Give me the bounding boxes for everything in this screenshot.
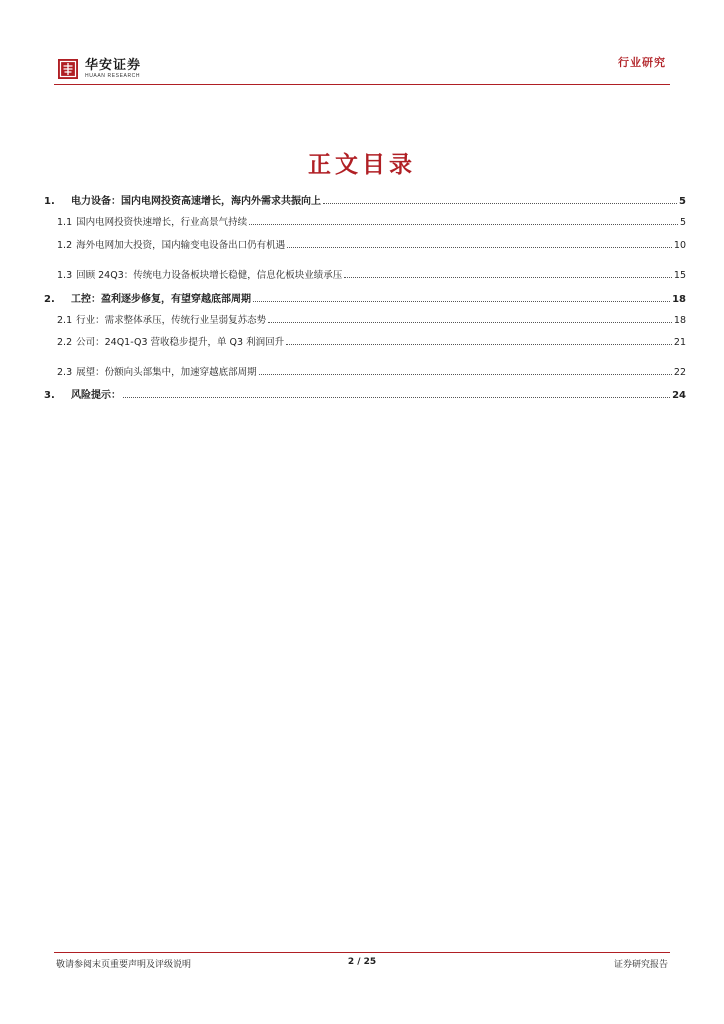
toc-section[interactable]	[44, 290, 686, 306]
toc-section[interactable]	[44, 192, 686, 208]
toc-page-number: 21	[673, 337, 686, 348]
toc-entry-text: 国内电网投资快速增长，行业高景气持续	[76, 217, 248, 228]
toc-title: 正文目录	[308, 152, 416, 178]
toc-leader-dots	[259, 366, 672, 375]
toc-entry-text: 回顾 24Q3：传统电力设备板块增长稳健，信息化板块业绩承压	[76, 270, 343, 281]
toc-page-number: 18	[672, 294, 686, 305]
toc-leader-dots	[268, 314, 672, 323]
toc-subsection[interactable]	[44, 237, 686, 253]
footer-divider	[54, 952, 670, 953]
toc-leader-dots	[344, 269, 672, 278]
toc-page-number: 22	[673, 367, 686, 378]
toc-number: 2.2	[57, 337, 73, 348]
toc-page-number: 10	[673, 240, 686, 251]
toc-number: 2.	[44, 294, 55, 305]
header-divider	[54, 84, 670, 85]
toc-entry-text: 行业：需求整体承压，传统行业呈弱复苏态势	[76, 315, 267, 326]
toc-entry-text: 电力设备：国内电网投资高速增长，海内外需求共振向上	[71, 196, 321, 207]
toc-number: 1.3	[57, 270, 73, 281]
toc-leader-dots	[249, 216, 678, 225]
toc-page-number: 18	[673, 315, 686, 326]
toc-subsection[interactable]	[44, 312, 686, 328]
huaan-seal-icon	[57, 58, 79, 80]
table-of-contents	[44, 192, 686, 402]
toc-leader-dots	[323, 195, 677, 204]
toc-section[interactable]	[44, 386, 686, 402]
toc-number: 1.	[44, 196, 55, 207]
toc-leader-dots	[287, 239, 672, 248]
toc-subsection[interactable]	[44, 267, 686, 283]
toc-number: 1.2	[57, 240, 73, 251]
toc-entry-text: 工控：盈利逐步修复，有望穿越底部周期	[71, 294, 251, 305]
toc-entry-text: 展望：份额向头部集中，加速穿越底部周期	[76, 367, 257, 378]
toc-subsection[interactable]	[44, 214, 686, 230]
toc-page-number: 15	[673, 270, 686, 281]
toc-page-number: 5	[679, 196, 686, 207]
page-number: 2 / 25	[347, 957, 377, 967]
toc-subsection[interactable]	[44, 334, 686, 350]
toc-entry-text: 风险提示：	[71, 390, 121, 401]
toc-page-number: 5	[679, 217, 686, 228]
toc-number: 3.	[44, 390, 55, 401]
logo-english-name: HUAAN RESEARCH	[85, 73, 141, 79]
footer-disclaimer: 敬请参阅末页重要声明及评级说明	[56, 960, 192, 970]
toc-page-number: 24	[672, 390, 686, 401]
toc-leader-dots	[286, 336, 672, 345]
toc-subsection[interactable]	[44, 364, 686, 380]
logo-chinese-name: 华安证券	[85, 58, 142, 73]
toc-number: 1.1	[57, 217, 73, 228]
toc-number: 2.1	[57, 315, 73, 326]
company-logo	[57, 58, 141, 80]
toc-leader-dots	[123, 389, 670, 398]
toc-entry-text: 公司：24Q1-Q3 营收稳步提升，单 Q3 利润回升	[76, 337, 285, 348]
toc-number: 2.3	[57, 367, 73, 378]
report-category: 行业研究	[618, 56, 666, 69]
toc-leader-dots	[253, 293, 670, 302]
toc-entry-text: 海外电网加大投资，国内输变电设备出口仍有机遇	[76, 240, 286, 251]
report-type: 证券研究报告	[613, 960, 668, 970]
